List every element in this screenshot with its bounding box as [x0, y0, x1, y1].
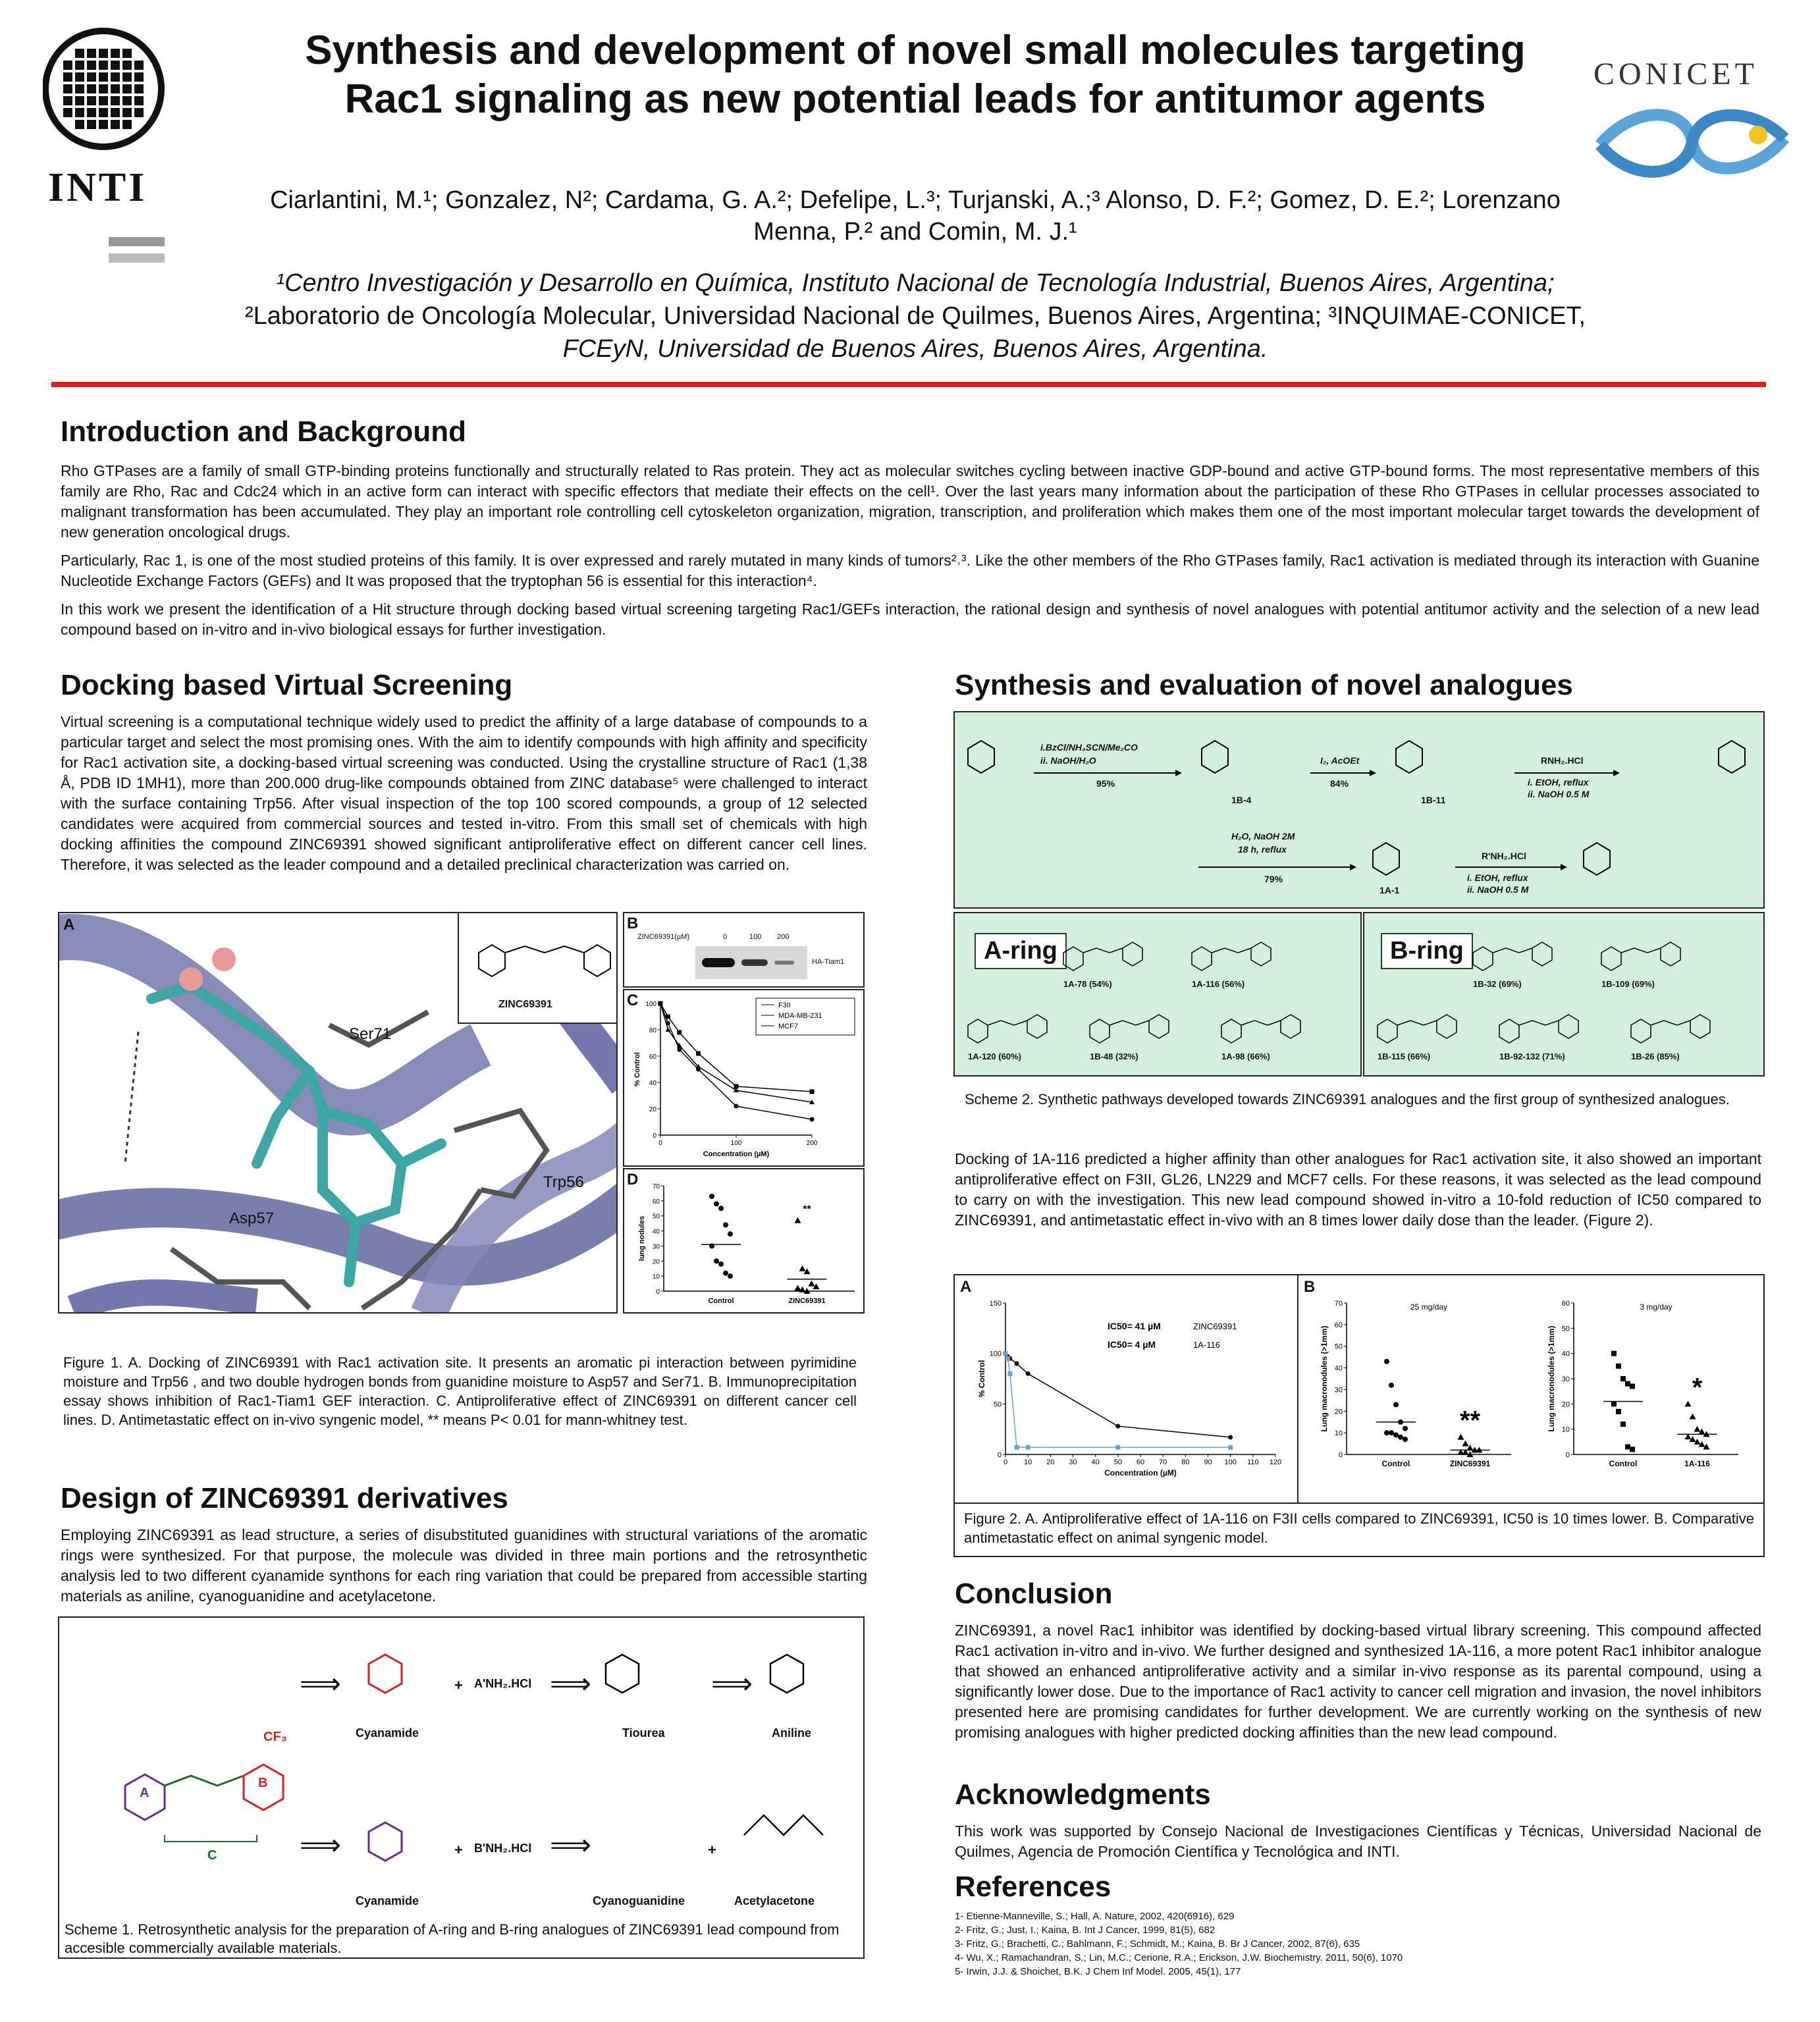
scheme-2-routes: [953, 711, 1765, 909]
significance-mark: **: [1459, 1406, 1481, 1435]
cmpd-1b-4: 1B-4: [1231, 795, 1252, 805]
b-compound-label: 1B-115 (66%): [1378, 1051, 1431, 1061]
fig1-a-label: A: [63, 916, 75, 934]
step1-reagent-b: ii. NaOH/H₂O: [1040, 755, 1096, 766]
data-point: [1389, 1383, 1394, 1388]
scheme-2-caption: Scheme 2. Synthetic pathways developed towards ZINC69391 analogues and the first group of synthesized analogues.: [965, 1091, 1730, 1107]
y-tick-label: 50: [1334, 1343, 1343, 1351]
data-point: [1026, 1371, 1030, 1376]
data-point: [795, 1217, 801, 1223]
y-tick-label: 40: [1561, 1350, 1570, 1358]
conicet-logo-graphic: [1593, 99, 1791, 184]
b-compound-label: 1B-92-132 (71%): [1499, 1051, 1565, 1061]
y-tick-label: 60: [652, 1198, 660, 1206]
x-tick-label: 40: [1091, 1458, 1100, 1466]
b-compound-structure: [1493, 1009, 1592, 1048]
data-point: [1398, 1420, 1403, 1425]
y-axis-label: % Control: [977, 1360, 986, 1398]
legend-label: ZINC69391: [1193, 1321, 1237, 1331]
cyanamide-1-label: Cyanamide: [356, 1726, 419, 1740]
data-point: [1694, 1426, 1701, 1432]
scheme-1: [58, 1616, 865, 1959]
b-compound-structure: [1466, 936, 1565, 976]
x-tick-label: 100: [730, 1140, 742, 1147]
blot-conc-200: 200: [777, 933, 790, 941]
y-tick-label: 20: [649, 1106, 656, 1113]
category-label: ZINC69391: [1449, 1459, 1491, 1468]
data-point: [723, 1271, 728, 1276]
x-tick-label: 10: [1024, 1458, 1032, 1466]
blot-conc-0: 0: [723, 933, 728, 941]
chart-title: 25 mg/day: [1410, 1302, 1448, 1312]
fig1c-chart: [624, 990, 863, 1165]
data-point: [666, 1015, 670, 1019]
data-point: [810, 1090, 815, 1094]
r2-step2-a: i. EtOH, reflux: [1467, 872, 1528, 883]
y-tick-label: 50: [1561, 1325, 1570, 1333]
step1-reagent-a: i.BzCl/NH₄SCN/Me₂CO: [1040, 742, 1138, 753]
cyanoguanidine-label: Cyanoguanidine: [593, 1894, 685, 1907]
docking-section: [61, 668, 867, 875]
y-tick-label: 10: [1561, 1425, 1570, 1434]
a-compound-label: 1A-116 (56%): [1192, 979, 1245, 989]
ser71-label: Ser71: [349, 1025, 392, 1043]
affil-line-2: ²Laboratorio de Oncología Molecular, Universidad Nacional de Quilmes, Buenos Aires, Argentina; ³INQUIMAE-CONICET,: [244, 302, 1586, 330]
chart-title: 3 mg/day: [1640, 1302, 1673, 1312]
category-label: ZINC69391: [788, 1297, 826, 1305]
cmpd-1a-1: 1A-1: [1379, 885, 1400, 895]
category-label: 1A-116: [1684, 1459, 1710, 1468]
data-point: [723, 1222, 728, 1227]
data-point: [1384, 1430, 1389, 1435]
b-compound-label: 1B-109 (69%): [1601, 979, 1655, 989]
fig1-panel-c: [623, 989, 865, 1167]
figure-1: [58, 912, 865, 1346]
data-point: [813, 1283, 820, 1289]
y-tick-label: 30: [1561, 1375, 1570, 1383]
y-axis-label: Lung macronodules (>1mm): [1320, 1325, 1329, 1432]
y-tick-label: 20: [1334, 1408, 1343, 1416]
affil-line-1: ¹Centro Investigación y Desarrollo en Química, Instituto Nacional de Tecnología Industrial, Buenos Aires, Argentina;: [276, 269, 1555, 297]
data-point: [1015, 1362, 1019, 1366]
y-tick-label: 50: [652, 1213, 660, 1221]
b-ring-tag: B-ring: [1381, 933, 1473, 969]
figure-2-caption: Figure 2. A. Antiproliferative effect of 1A-116 on F3II cells compared to ZINC69391, IC50 is 10 times lower. B. Comparative antimetastatic effect on animal syngenic model.: [964, 1510, 1754, 1546]
significance-mark: **: [803, 1204, 811, 1215]
b-compound-structure: [1595, 936, 1694, 976]
scheme-1-caption: Scheme 1. Retrosynthetic analysis for the preparation of A-ring and B-ring analogues of ZINC69391 lead compound from accesible commercially available materials.: [65, 1921, 840, 1956]
acetylacetone-label: Acetylacetone: [734, 1894, 815, 1907]
implies-5: ⟹: [550, 1829, 592, 1861]
data-point: [1393, 1402, 1399, 1407]
reference-item: 1- Etienne-Manneville, S.; Hall, A. Nature, 2002, 420(6916), 629: [955, 1911, 1235, 1922]
r2-step1-yield: 79%: [1264, 874, 1283, 884]
intro-heading: Introduction and Background: [61, 415, 466, 448]
fig1-panel-a: [58, 912, 618, 1314]
data-point: [728, 1231, 733, 1237]
data-point: [1384, 1359, 1389, 1364]
data-point: [709, 1194, 714, 1199]
data-point: [728, 1273, 733, 1279]
data-point: [1389, 1430, 1394, 1435]
intro-body: [61, 461, 1759, 640]
synthesis-paragraph: Docking of 1A-116 predicted a higher affinity than other analogues for Rac1 activation site, it also showed an important antiproliferative effect on F3II, GL26, LN229 and MCF7 cells. For these reasons, it was selected as the lead compound to carry on with the investigation. This new lead compound showed in-vitro a 10-fold reduction of IC50 compared to ZINC69391, and antimetastatic effect in-vivo with an 8 times lower daily dose than the leader. (Figure 2).: [955, 1150, 1761, 1229]
cyanamide-2-label: Cyanamide: [356, 1894, 419, 1907]
blot-conc-100: 100: [749, 933, 762, 941]
data-point: [714, 1258, 719, 1264]
plus-3: +: [708, 1842, 716, 1858]
y-tick-label: 60: [649, 1053, 656, 1061]
a-compound-structure: [1215, 1009, 1314, 1048]
fig1d-chart: [624, 1169, 863, 1312]
fig2b-left-chart: [1300, 1277, 1524, 1502]
reference-item: 4- Wu, X.; Ramachandran, S.; Lin, M.C.; Cerione, R.A.; Erickson, J.W. Biochemistry. 2011, 50(6), 1070: [955, 1952, 1403, 1963]
legend-label: F3II: [778, 1001, 791, 1009]
plus-2: +: [454, 1842, 463, 1858]
y-tick-label: 40: [1334, 1364, 1343, 1373]
data-point: [1115, 1424, 1120, 1429]
data-point: [1630, 1447, 1635, 1452]
a-ring-tag: A-ring: [975, 933, 1067, 969]
design-heading: Design of ZINC69391 derivatives: [61, 1482, 508, 1514]
y-tick-label: 80: [649, 1027, 656, 1034]
intro-paragraph-3: In this work we present the identification of a Hit structure through docking based virtual screening targeting Rac1/GEFs interaction, the rational design and synthesis of novel analogues with potential antitumor activity and the selection of a new lead compound based on in-vitro and in-vivo biological essays for further investigation.: [61, 600, 1759, 638]
affil-line-3: FCEyN, Universidad de Buenos Aires, Buenos Aires, Argentina.: [562, 335, 1268, 363]
fig2-divider: [1297, 1275, 1298, 1503]
y-axis-label: Lung macronodules (>1mm): [1547, 1325, 1556, 1432]
category-label: Control: [708, 1297, 734, 1305]
intro-section: [61, 415, 1759, 648]
x-tick-label: 20: [1046, 1458, 1055, 1466]
ic50-label-2: IC50= 4 µM: [1108, 1339, 1156, 1350]
zinc-structure: [459, 913, 618, 999]
y-tick-label: 30: [1334, 1386, 1343, 1395]
reference-item: 5- Irwin, J.J. & Shoichet, B.K. J Chem Inf Model. 2005, 45(1), 177: [955, 1966, 1241, 1977]
data-point: [1611, 1401, 1617, 1406]
implies-3: ⟹: [711, 1668, 753, 1700]
b-compound-label: 1B-32 (69%): [1473, 979, 1522, 989]
y-tick-label: 0: [656, 1289, 660, 1296]
step3-cond-a: i. EtOH, reflux: [1528, 777, 1589, 787]
significance-mark: *: [1692, 1373, 1703, 1402]
x-tick-label: 80: [1181, 1458, 1190, 1466]
a-compound-structure: [1057, 936, 1156, 976]
x-tick-label: 200: [806, 1140, 818, 1147]
asp57-label: Asp57: [229, 1210, 275, 1227]
header-divider: [51, 382, 1766, 387]
data-point: [1228, 1445, 1233, 1450]
data-point: [1685, 1400, 1692, 1406]
x-tick-label: 90: [1204, 1458, 1212, 1466]
fig2-caption-band: [955, 1503, 1763, 1504]
x-axis-label: Concentration (µM): [1104, 1468, 1177, 1477]
plus-1: +: [454, 1677, 463, 1693]
ring-b-label: B: [258, 1776, 268, 1790]
authors-line-1: Ciarlantini, M.¹; Gonzalez, N²; Cardama, G. A.²; Defelipe, L.³; Turjanski, A.;³ Alonso, D. F.²; Gomez, D. E.²; Lorenzano: [270, 186, 1561, 214]
poster-title: [250, 26, 1580, 124]
x-tick-label: 0: [658, 1140, 662, 1147]
data-point: [714, 1201, 719, 1206]
a-compound-label: 1A-98 (66%): [1221, 1051, 1270, 1061]
y-tick-label: 0: [1565, 1451, 1570, 1459]
fig1-panel-b: [623, 912, 865, 988]
acknowledgments-heading: Acknowledgments: [955, 1778, 1211, 1811]
blot-band-2: [741, 959, 768, 966]
docking-paragraph: Virtual screening is a computational technique widely used to predict the affinity of a large database of compounds to a particular target and select the most promising ones. With the aim to identify compounds with high affinity and specificity for Rac1 activation site, a docking-based virtual screening was conducted. Using the crystalline structure of Rac1 (1,38 Å, PDB ID 1MH1), more than 200.000 drug-like compounds obtained from ZINC database⁵ were challenged to interact with the surface containing Trp56. After visual inspection of the top 100 scored compounds, a group of 12 selected candidates were acquired from commercial sources and tested in-vitro. From this small set of chemicals with high docking affinities the compound ZINC69391 showed significant antiproliferative effect on different cancer cell lines. Therefore, it was selected as the leader compound and a detailed preclinical characterization was carried on.: [61, 713, 867, 873]
data-point: [1620, 1376, 1626, 1381]
data-point: [1115, 1445, 1120, 1450]
data-point: [1403, 1437, 1408, 1442]
a-compound-structure: [1185, 936, 1284, 976]
legend-label: 1A-116: [1193, 1340, 1220, 1350]
reagent-1: A'NH₂.HCl: [474, 1677, 532, 1690]
step3-cond-b: ii. NaOH 0.5 M: [1528, 789, 1590, 799]
inti-logo: [43, 26, 165, 270]
x-tick-label: 70: [1159, 1458, 1167, 1466]
implies-2: ⟹: [550, 1668, 592, 1700]
cf3-label: CF₃: [263, 1730, 287, 1744]
authors: [224, 184, 1607, 248]
fig2a-chart: [956, 1277, 1295, 1502]
step3-reagent: RNH₂.HCl: [1541, 755, 1584, 766]
figure-2: [953, 1274, 1765, 1557]
r2-step1-b: 18 h, reflux: [1238, 844, 1287, 855]
data-point: [1630, 1384, 1635, 1389]
legend-label: MDA-MB-231: [778, 1012, 822, 1020]
fig2b-right-chart: [1528, 1277, 1752, 1502]
data-point: [677, 1030, 682, 1035]
data-point: [709, 1243, 714, 1248]
blot-band-label: HA-Tiam1: [812, 958, 845, 966]
data-point: [1015, 1445, 1019, 1450]
implies-1: ⟹: [300, 1668, 342, 1700]
reagent-2: B'NH₂.HCl: [474, 1842, 532, 1855]
data-point: [1026, 1445, 1030, 1450]
title-line-2: Rac1 signaling as new potential leads for antitumor agents: [344, 76, 1486, 122]
r2-step2-b: ii. NaOH 0.5 M: [1467, 884, 1529, 895]
conclusion-paragraph: ZINC69391, a novel Rac1 inhibitor was identified by docking-based virtual library screening. This compound affected Rac1 activation in-vitro and in-vivo. We further designed and synthesized 1A-116, a more potent Rac1 inhibitor analogue that showed an enhanced antiproliferative activity and a similar in-vivo response as its parental compound, using a significantly lower dose. Due to the importance of Rac1 activity to cancer cell migration and invasion, the novel inhibitors presented here are promising candidates for further development. We are currently working on the synthesis of new promising analogues with higher predicted docking affinities than the new lead compound.: [955, 1622, 1761, 1741]
category-label: Control: [1609, 1459, 1638, 1468]
y-tick-label: 150: [989, 1300, 1002, 1308]
a-compound-structure: [1083, 1009, 1182, 1048]
scheme-1-drawing: [59, 1618, 863, 1907]
y-tick-label: 10: [1334, 1429, 1343, 1438]
y-tick-label: 20: [652, 1258, 660, 1266]
fig1-c-label: C: [627, 992, 639, 1009]
zinc-structure-label: ZINC69391: [498, 999, 552, 1010]
design-paragraph: Employing ZINC69391 as lead structure, a series of disubstituted guanidines with structural variations of the aromatic rings were synthesized. For that purpose, the molecule was divided in three main portions and the retrosynthetic analysis led to two different cyanamide synthons for each ring variation that could be prepared from accessible starting materials as aniline, cyanoguanidine and acetylacetone.: [61, 1526, 867, 1605]
conclusion-section: [955, 1577, 1761, 1743]
title-line-1: Synthesis and development of novel small molecules targeting: [305, 28, 1526, 73]
blot-band-3: [774, 961, 794, 965]
references-list: [955, 1909, 1761, 1979]
y-tick-label: 60: [1334, 1321, 1343, 1329]
y-tick-label: 100: [645, 1001, 656, 1008]
data-point: [1398, 1435, 1403, 1440]
y-tick-label: 40: [649, 1080, 656, 1087]
inti-logo-text: INTI: [48, 165, 147, 210]
data-point: [799, 1265, 806, 1271]
x-tick-label: 110: [1247, 1458, 1259, 1466]
data-point: [1620, 1422, 1626, 1427]
references-section: [955, 1870, 1761, 1979]
docking-heading: Docking based Virtual Screening: [61, 669, 513, 701]
references-heading: References: [955, 1871, 1111, 1903]
b-compound-structure: [1624, 1009, 1723, 1048]
fig1-b-label: B: [627, 915, 639, 932]
step1-yield: 95%: [1096, 778, 1115, 789]
a-compound-structure: [961, 1009, 1060, 1048]
x-tick-label: 120: [1269, 1458, 1282, 1466]
fig2-b-label: B: [1304, 1278, 1316, 1296]
x-tick-label: 100: [1224, 1458, 1237, 1466]
y-tick-label: 70: [1334, 1300, 1343, 1308]
data-point: [1393, 1432, 1399, 1437]
a-compound-label: 1B-48 (32%): [1090, 1051, 1138, 1061]
conicet-logo-text: CONICET: [1593, 57, 1758, 92]
y-tick-label: 100: [989, 1350, 1002, 1358]
x-tick-label: 0: [1003, 1458, 1008, 1466]
inti-logo-graphic: [43, 26, 165, 270]
trp56-label: Trp56: [543, 1173, 584, 1191]
fig1-panel-d: [623, 1168, 865, 1314]
y-tick-label: 60: [1561, 1300, 1570, 1308]
data-point: [1005, 1356, 1010, 1361]
data-point: [1004, 1351, 1008, 1356]
y-tick-label: 40: [652, 1228, 660, 1236]
y-tick-label: 10: [652, 1273, 660, 1281]
fig2-a-label: A: [960, 1278, 972, 1296]
y-tick-label: 20: [1561, 1400, 1570, 1409]
data-point: [1228, 1435, 1233, 1439]
data-point: [1611, 1351, 1617, 1356]
data-point: [1403, 1426, 1408, 1431]
y-tick-label: 0: [997, 1451, 1002, 1459]
western-blot: [695, 946, 807, 979]
data-point: [809, 1281, 815, 1287]
step2-yield: 84%: [1330, 778, 1349, 789]
synthesis-section: [955, 668, 1765, 703]
x-tick-label: 30: [1069, 1458, 1077, 1466]
ring-a-label: A: [140, 1786, 149, 1800]
b-compound-label: 1B-26 (85%): [1631, 1051, 1680, 1061]
y-axis-label: lung nodules: [638, 1215, 646, 1262]
intro-paragraph-1: Rho GTPases are a family of small GTP-binding proteins functionally and structurally related to Ras protein. They act as molecular switches cycling between inactive GDP-bound and active GTP-bound forms. The most representative members of this family are Rho, Rac and Cdc24 which in an active form can interact with specific effectors that mediate their effects on the cell¹. Over the last years many information about the participation of these Rho GTPases in cellular processes associated to malignant transformation has been accumulated. They play an important role controlling cell cytoskeleton organization, migration, transcription, and proliferation which makes them one of the most important molecular target towards the development of new generation oncological drugs.: [61, 462, 1759, 541]
data-point: [804, 1268, 811, 1274]
y-tick-label: 30: [652, 1243, 660, 1251]
b-compound-structure: [1371, 1009, 1470, 1048]
data-point: [1625, 1381, 1630, 1387]
data-point: [1616, 1364, 1621, 1369]
data-point: [734, 1104, 739, 1109]
data-point: [810, 1117, 815, 1122]
reference-item: 2- Fritz, G.; Just, I.; Kaina, B. Int J Cancer, 1999, 81(5), 682: [955, 1925, 1216, 1936]
reference-item: 3- Fritz, G.; Brachetti, C.; Bahlmann, F.; Schmidt, M.; Kaina, B. Br J Cancer, 2002, 87(6), 635: [955, 1938, 1360, 1950]
r2-step2: R'NH₂.HCl: [1482, 851, 1526, 861]
a-compound-label: 1A-78 (54%): [1063, 979, 1112, 989]
x-axis-label: Concentration (µM): [703, 1150, 770, 1158]
aniline-label: Aniline: [772, 1726, 812, 1740]
y-tick-label: 70: [652, 1183, 660, 1190]
fig1-d-label: D: [627, 1171, 639, 1188]
blot-conc-label: ZINC69391(µM): [637, 933, 690, 941]
data-point: [1625, 1445, 1630, 1450]
y-axis-label: % Control: [633, 1052, 641, 1086]
category-label: Control: [1381, 1459, 1410, 1468]
data-point: [1616, 1409, 1621, 1414]
scheme-2-analogues-a: [953, 912, 1362, 1077]
y-tick-label: 50: [993, 1400, 1002, 1409]
scheme-2-analogues-b: [1363, 912, 1765, 1077]
step2-reagent: I₂, AcOEt: [1320, 755, 1360, 766]
conicet-logo: [1593, 56, 1791, 188]
ic50-label-1: IC50= 41 µM: [1108, 1321, 1161, 1331]
a-compound-label: 1A-120 (60%): [968, 1051, 1021, 1061]
intro-paragraph-2: Particularly, Rac 1, is one of the most studied proteins of this family. It is over expressed and rarely mutated in many kinds of tumors²˒³. Like the other members of the Rho GTPases family, Rac1 activation is mediated through its interaction with Guanine Nucleotide Exchange Factors (GEFs) and It was proposed that the tryptophan 56 is essential for this interaction⁴.: [61, 552, 1759, 589]
ring-c-label: C: [207, 1848, 217, 1863]
y-tick-label: 0: [653, 1132, 656, 1140]
zinc-structure-inset: [458, 912, 618, 1024]
data-point: [795, 1285, 801, 1290]
authors-line-2: Menna, P.² and Comin, M. J.¹: [753, 218, 1077, 246]
affiliations: [198, 267, 1633, 365]
x-tick-label: 60: [1136, 1458, 1145, 1466]
series-line-1A-116: [1005, 1354, 1231, 1448]
x-tick-label: 50: [1113, 1458, 1122, 1466]
data-point: [1462, 1441, 1469, 1447]
data-point: [718, 1206, 724, 1211]
blot-band-1: [702, 958, 735, 967]
r2-step1-a: H₂O, NaOH 2M: [1231, 831, 1295, 841]
data-point: [696, 1051, 701, 1056]
design-section: [61, 1481, 867, 1607]
data-point: [1007, 1371, 1012, 1376]
figure-1-caption: Figure 1. A. Docking of ZINC69391 with Rac1 activation site. It presents an aromatic pi interaction between pyrimidine moisture and Trp56 , and two double hydrogen bonds from guanidine moisture to Asp57 and Ser71. B. Immunoprecipitation essay shows inhibition of Rac1-Tiam1 GEF interaction. C. Antiproliferative effect of ZINC69391 on different cancer cell lines. D. Antimetastatic effect on in-vivo syngenic model, ** means P< 0.01 for mann-whitney test.: [63, 1354, 857, 1428]
cmpd-1b-11: 1B-11: [1421, 795, 1446, 805]
data-point: [1690, 1414, 1696, 1420]
legend-label: MCF7: [778, 1023, 798, 1030]
acknowledgments-paragraph: This work was supported by Consejo Nacional de Investigaciones Científicas y Técnicas, Universidad Nacional de Quilmes, Agencia de Promoción Científica y Tecnológica and INTI.: [955, 1822, 1761, 1860]
acknowledgments-section: [955, 1778, 1761, 1862]
y-tick-label: 0: [1338, 1451, 1343, 1459]
data-point: [718, 1262, 724, 1267]
conclusion-heading: Conclusion: [955, 1578, 1113, 1610]
tiourea-label: Tiourea: [622, 1726, 665, 1740]
implies-4: ⟹: [300, 1829, 342, 1861]
synthesis-heading: Synthesis and evaluation of novel analogues: [955, 669, 1573, 701]
